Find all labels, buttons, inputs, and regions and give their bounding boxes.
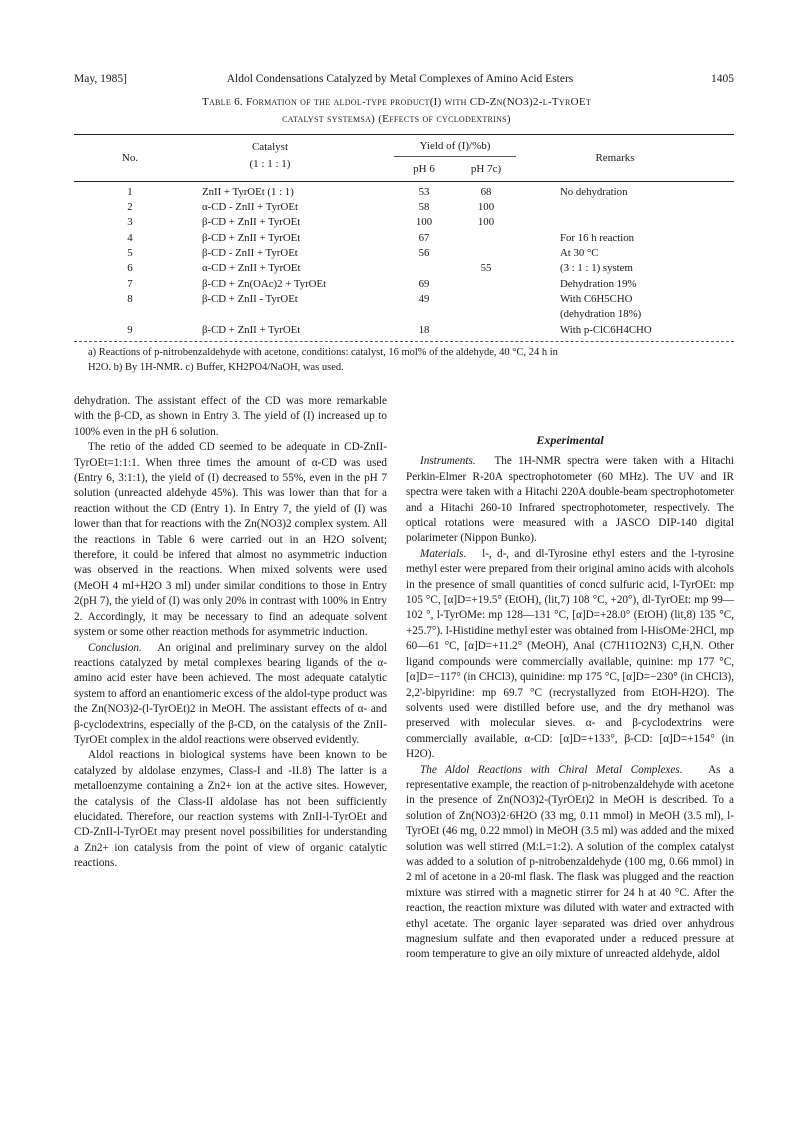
- row-no: 5: [127, 247, 133, 259]
- row-ph6: 18: [418, 324, 430, 336]
- row-catalyst: β-CD - ZnII + TyrOEt: [202, 247, 298, 259]
- materials-text: l-, d-, and dl-Tyrosine ethyl esters and the l-tyrosine methyl ester were prepared from their original amino acids with alcohols in the presence of small quantities of concd sulfuric acid, l-TyrOEt: mp 105 °C, [α]D=+19.5° (EtOH), (lit,7) 108 °C, +20°), dl-TyrOEt: mp 99—102 °, l-TyrOMe: mp 128—131 °C, [α]D=+28.0° (EtOH) (lit,8) 135 °C, +25.7°). l-Histidine methyl ester was obtained from l-HisOMe·2HCl, mp 60—61 °C, [α]D=+11.2° (MeOH), Anal (C7H11O2N3) C,H,N. Other ligand compounds were commercially available, quinine: mp 177 °C, [α]D=−117° (in CHCl3), quinidine: mp 175 °C, [α]D=−230° (in CHCl3), 2,2'-bipyridine: mp 69.7 °C (recrystallyzed from EtOH-H2O). The solvents used were distilled before use, and the dry methanol was preserved with molecular sieves. α- and β-cyclodextrins were commercially available, α-CD: [α]D=+133°, β-CD: [α]D=+154° (in H2O).: [406, 547, 735, 761]
- right-column: [406, 433, 734, 963]
- aldol-text: As a representative example, the reaction of p-nitrobenzaldehyde with acetone in the presence of Zn(NO3)2-(TyrOEt)2 in MeOH is described. To a solution of Zn(NO3)2·6H2O (33 mg, 0.11 mmol) in MeOH (3.5 ml), l-TyrOEt (46 mg, 0.22 mmol) in MeOH (3.5 ml) was added and the mixed solution was well stirred (M:L=1:2). A solution of the complex catalyst was added to a solution of p-nitrobenzaldehyde (100 mg, 0.66 mmol) in 2 ml of acetone in a 20-ml flask. The flask was plugged and the reaction mixture was stirred with a magnetic stirrer for 24 h at 40 °C. After the reaction, the reaction mixture was diluted with water and extracted with ethyl acetate. The organic layer separated was dried over anhydrous magnesium sulfate and then evaporated under a reduced pressure at room temperature to give an oily mixture of unreacted aldehyde, aldol: [406, 763, 735, 961]
- row-catalyst: ZnII + TyrOEt (1 : 1): [202, 186, 294, 198]
- row-remarks: With C6H5CHO: [560, 293, 633, 305]
- table-caption-line1: Table 6. Formation of the aldol-type product(I) with CD-Zn(NO3)2-l-TyrOEt: [201, 96, 592, 108]
- table-footnote-1: a) Reactions of p-nitrobenzaldehyde with acetone, conditions: catalyst, 16 mol% of the aldehyde, 40 °C, 24 h in: [88, 347, 558, 358]
- paragraph-ratio: The retio of the added CD seemed to be adequate in CD-ZnII-TyrOEt=1:1:1. When three times the amount of α-CD was used (Entry 6, 3:1:1), the yield of (I) decreased to 55%, even in the pH 7 solution (unreacted aldehyde 45%). This was lower than that for a reaction without the CD (Entry 1). In Entry 7, the yield of (I) was lower than that for reactions with the Zn(NO3)2 complex system. All the reactions in Table 6 were carried out in an H2O solvent; therefore, it could be infered that almost no asymmetric induction was observed in the reactions. When mixed solvents were used (MeOH 4 ml+H2O 3 ml) under similar conditions to those in Entry 2(pH 7), the yield of (I) was only 20% in contrast with 100% in Entry 2. Accordingly, it may be necessary to find an adequate solvent system or some other reaction methods for asymmetric induction.: [74, 441, 387, 639]
- left-column: [74, 394, 387, 872]
- row-remarks: At 30 °C: [560, 247, 599, 259]
- row-no: 9: [127, 324, 133, 336]
- row-ph6: 58: [418, 201, 430, 213]
- paragraph-materials: [406, 547, 734, 763]
- table-top-rule: [74, 134, 734, 135]
- row-ph7: 55: [480, 262, 492, 274]
- paragraph-entry3: dehydration. The assistant effect of the CD was more remarkable with the β-CD, as shown in Entry 3. The yield of (I) increased up to 100% even in the pH 6 solution.: [74, 395, 387, 438]
- row-ph6: 56: [418, 247, 430, 259]
- row-catalyst: β-CD + ZnII + TyrOEt: [202, 324, 301, 336]
- row-ph7: 68: [480, 186, 492, 198]
- col-ph6-header: pH 6: [413, 163, 435, 175]
- row-no: 6: [127, 262, 133, 274]
- row-catalyst: α-CD + ZnII + TyrOEt: [202, 262, 301, 274]
- row-catalyst: β-CD + ZnII - TyrOEt: [202, 293, 298, 305]
- experimental-heading: Experimental: [536, 433, 604, 447]
- col-remarks-header: Remarks: [595, 152, 635, 164]
- row-no: 7: [127, 278, 133, 290]
- instruments-label: Instruments.: [420, 455, 476, 468]
- row-remarks: Dehydration 19%: [560, 278, 637, 290]
- row-no: 2: [127, 201, 133, 213]
- paragraph-instruments: [406, 454, 734, 546]
- row-remarks: No dehydration: [560, 186, 628, 198]
- table-footnote-2: H2O. b) By 1H-NMR. c) Buffer, KH2PO4/NaOH, was used.: [88, 362, 344, 373]
- row-remarks: (3 : 1 : 1) system: [560, 262, 633, 274]
- row-ph6: 49: [418, 293, 430, 305]
- header-title: Aldol Condensations Catalyzed by Metal Complexes of Amino Acid Esters: [226, 73, 574, 85]
- row-ph6: 67: [418, 232, 430, 244]
- row-ph7: 100: [477, 216, 495, 228]
- row-ph6: 100: [415, 216, 433, 228]
- header-date: May, 1985]: [74, 73, 127, 85]
- paragraph-aldolase: Aldol reactions in biological systems have been known to be catalyzed by aldolase enzymes, Class-I and -II.8) The latter is a metalloenzyme containing a Zn2+ ion at the active sites. However, the catalysis of the Class-II aldolase has not been sufficiently elucidated. Therefore, our reaction systems with ZnII-l-TyrOEt and CD-ZnII-l-TyrOEt may present novel possibilities for understanding a Zn2+ ion catalysis from the point of view of organic catalytic reactions.: [74, 749, 387, 870]
- col-yield-header: Yield of (I)/%b): [419, 140, 491, 152]
- instruments-text: The 1H-NMR spectra were taken with a Hitachi Perkin-Elmer R-20A spectrophotometer (60 MHz). The UV and IR spectra were taken with a Hitachi 220A double-beam spectrophotometer and a Hitachi 260-10 Infrared spectrophotometer, respectively. The optical rotations were measured with a JASCO DIP-140 digital polarimeter (Nippon Bunko).: [406, 455, 734, 545]
- row-ph6: 53: [418, 186, 430, 198]
- row-remarks: (dehydration 18%): [560, 308, 642, 320]
- row-catalyst: β-CD + ZnII + TyrOEt: [202, 216, 301, 228]
- paragraph-conclusion: [74, 641, 387, 749]
- row-no: 8: [127, 293, 133, 305]
- row-remarks: For 16 h reaction: [560, 232, 635, 244]
- row-no: 4: [127, 232, 133, 244]
- table-header-rule: [74, 181, 734, 182]
- materials-label: Materials.: [420, 547, 467, 560]
- table-caption-line2: catalyst systemsa) (Effects of cyclodextrins): [282, 113, 511, 125]
- page-number: 1405: [711, 73, 734, 85]
- conclusion-text: An original and preliminary survey on the aldol reactions catalyzed by metal complexes bearing ligands of the α-amino acid ester have been achieved. The most adequate catalytic system to afford an enantiomeric excess of the aldol-type product was the Zn(NO3)2-(l-TyrOEt)2 in MeOH. The assistant effects of α- and β-cyclodextrins, especially of the β-CD, on the catalysis of the ZnII-TyrOEt complex in the aldol reactions were observed evidently.: [74, 641, 388, 746]
- aldol-label: The Aldol Reactions with Chiral Metal Complexes.: [420, 763, 683, 776]
- row-no: 3: [127, 216, 133, 228]
- row-ph6: 69: [418, 278, 430, 290]
- row-catalyst: β-CD + Zn(OAc)2 + TyrOEt: [202, 278, 327, 290]
- conclusion-label: Conclusion.: [88, 641, 142, 654]
- col-catalyst-ratio: (1 : 1 : 1): [249, 158, 291, 170]
- row-catalyst: α-CD - ZnII + TyrOEt: [202, 201, 298, 213]
- col-catalyst-header: Catalyst: [251, 141, 289, 153]
- col-no-header: No.: [121, 152, 139, 164]
- yield-subrule: [394, 156, 516, 157]
- row-remarks: With p-ClC6H4CHO: [560, 324, 652, 336]
- paragraph-aldol-reactions: [406, 763, 734, 963]
- row-catalyst: β-CD + ZnII + TyrOEt: [202, 232, 301, 244]
- col-ph7-header: pH 7c): [470, 163, 502, 175]
- row-ph7: 100: [477, 201, 495, 213]
- row-no: 1: [127, 186, 133, 198]
- table-bottom-rule: [74, 341, 734, 342]
